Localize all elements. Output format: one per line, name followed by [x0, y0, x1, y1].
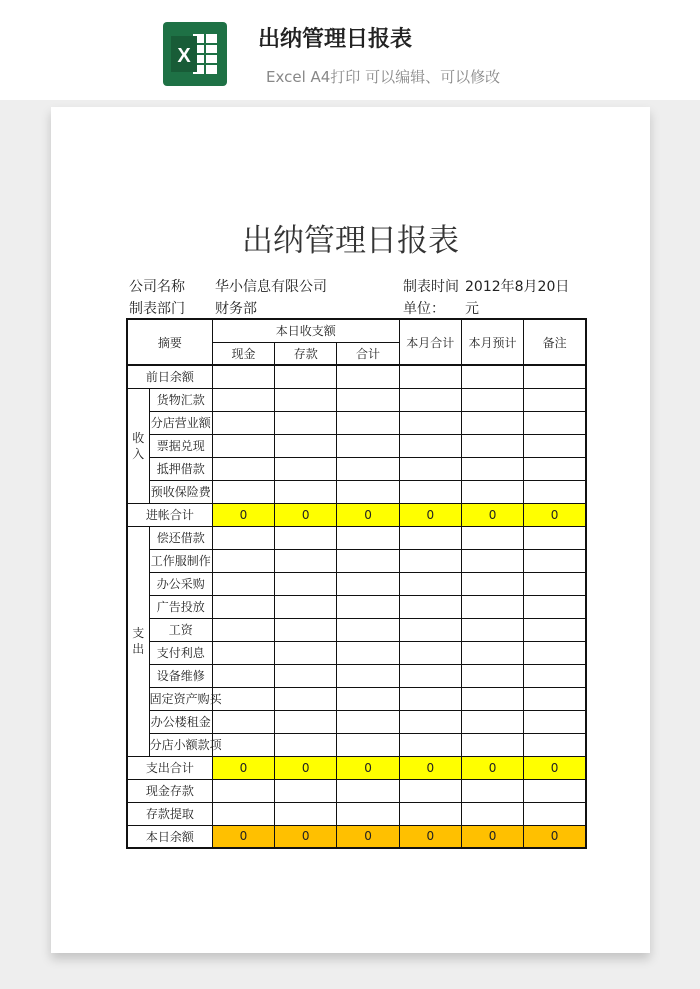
table-cell[interactable]: [275, 457, 337, 480]
table-cell[interactable]: [275, 572, 337, 595]
table-cell[interactable]: [399, 641, 461, 664]
header-summary: 摘要: [127, 319, 212, 365]
date-value: 2012年8月20日: [465, 279, 570, 295]
table-cell[interactable]: [212, 480, 274, 503]
row-label: 分店营业额: [149, 411, 212, 434]
table-cell[interactable]: [337, 434, 399, 457]
table-cell[interactable]: [337, 388, 399, 411]
table-cell[interactable]: [524, 365, 586, 388]
table-cell[interactable]: [275, 365, 337, 388]
table-cell[interactable]: [524, 618, 586, 641]
table-cell[interactable]: [524, 526, 586, 549]
sum-cell[interactable]: 0: [524, 825, 586, 848]
table-cell[interactable]: [461, 480, 523, 503]
table-cell[interactable]: [337, 411, 399, 434]
table-cell[interactable]: [337, 802, 399, 825]
header-deposit: 存款: [275, 342, 337, 365]
table-cell[interactable]: [399, 526, 461, 549]
header-daily: 本日收支额: [212, 319, 399, 342]
row-label: 工资: [149, 618, 212, 641]
table-cell[interactable]: [275, 802, 337, 825]
table-cell[interactable]: [275, 618, 337, 641]
table-cell[interactable]: [399, 802, 461, 825]
table-cell[interactable]: [337, 549, 399, 572]
row-label: 货物汇款: [149, 388, 212, 411]
row-label: 预收保险费: [149, 480, 212, 503]
table-cell[interactable]: [461, 779, 523, 802]
table-cell[interactable]: [524, 779, 586, 802]
table-cell[interactable]: [337, 779, 399, 802]
table-cell[interactable]: [461, 526, 523, 549]
dept-label: 制表部门: [129, 301, 185, 317]
table-cell[interactable]: [212, 641, 274, 664]
group-char: 入: [132, 446, 145, 461]
table-cell[interactable]: [461, 365, 523, 388]
table-cell[interactable]: [212, 365, 274, 388]
sum-cell[interactable]: 0: [275, 825, 337, 848]
table-cell[interactable]: [461, 687, 523, 710]
table-cell[interactable]: [337, 733, 399, 756]
table-cell[interactable]: [212, 526, 274, 549]
table-cell[interactable]: [212, 802, 274, 825]
table-cell[interactable]: [399, 595, 461, 618]
table-cell[interactable]: [399, 434, 461, 457]
row-label: 票据兑现: [149, 434, 212, 457]
daily-report-table: [126, 318, 587, 849]
table-cell[interactable]: [524, 733, 586, 756]
table-cell[interactable]: [275, 733, 337, 756]
row-label: 抵押借款: [149, 457, 212, 480]
table-cell[interactable]: [212, 618, 274, 641]
top-banner: [0, 0, 700, 100]
row-label: 设备维修: [149, 664, 212, 687]
table-cell[interactable]: [212, 779, 274, 802]
banner-subtitle: Excel A4打印 可以编辑、可以修改: [266, 68, 501, 86]
table-cell[interactable]: [461, 664, 523, 687]
table-cell[interactable]: [461, 802, 523, 825]
table-cell[interactable]: [524, 572, 586, 595]
document-page: [51, 107, 650, 953]
table-cell[interactable]: [461, 710, 523, 733]
row-label: 偿还借款: [149, 526, 212, 549]
sum-cell[interactable]: 0: [399, 756, 461, 779]
table-cell[interactable]: [337, 710, 399, 733]
table-cell[interactable]: [212, 710, 274, 733]
row-label: 分店小额款项: [149, 733, 212, 756]
table-cell[interactable]: [275, 526, 337, 549]
table-cell[interactable]: [337, 572, 399, 595]
table-cell[interactable]: [399, 388, 461, 411]
table-cell[interactable]: [275, 549, 337, 572]
row-label: 固定资产购买: [149, 687, 212, 710]
table-cell[interactable]: [337, 664, 399, 687]
table-cell[interactable]: [337, 687, 399, 710]
company-value: 华小信息有限公司: [215, 279, 327, 295]
header-remark: 备注: [524, 319, 586, 365]
unit-value: 元: [465, 301, 479, 317]
row-cash-deposit: 现金存款: [127, 779, 212, 802]
table-cell[interactable]: [212, 411, 274, 434]
table-cell[interactable]: [399, 779, 461, 802]
table-cell[interactable]: [461, 388, 523, 411]
sum-cell[interactable]: 0: [212, 825, 274, 848]
table-cell[interactable]: [461, 618, 523, 641]
expense-group-label: [127, 526, 149, 756]
sum-cell[interactable]: 0: [212, 503, 274, 526]
header-month-total: 本月合计: [399, 319, 461, 365]
dept-value: 财务部: [215, 301, 257, 317]
sum-cell[interactable]: 0: [399, 503, 461, 526]
svg-text:X: X: [177, 45, 191, 67]
table-cell[interactable]: [524, 802, 586, 825]
sum-cell[interactable]: 0: [524, 756, 586, 779]
sum-cell[interactable]: 0: [337, 756, 399, 779]
income-group-label: [127, 388, 149, 503]
table-cell[interactable]: [524, 457, 586, 480]
table-cell[interactable]: [399, 572, 461, 595]
table-cell[interactable]: [337, 365, 399, 388]
table-cell[interactable]: [399, 618, 461, 641]
table-cell[interactable]: [212, 595, 274, 618]
table-cell[interactable]: [212, 664, 274, 687]
table-cell[interactable]: [337, 618, 399, 641]
table-cell[interactable]: [399, 710, 461, 733]
group-char: 出: [132, 642, 145, 656]
row-deposit-withdraw: 存款提取: [127, 802, 212, 825]
unit-label: 单位：: [403, 301, 445, 317]
table-cell[interactable]: [461, 595, 523, 618]
table-cell[interactable]: [524, 549, 586, 572]
table-cell[interactable]: [524, 595, 586, 618]
banner-title: 出纳管理日报表: [258, 27, 413, 52]
table-cell[interactable]: [524, 434, 586, 457]
row-label: 办公采购: [149, 572, 212, 595]
table-cell[interactable]: [524, 687, 586, 710]
table-cell[interactable]: [337, 526, 399, 549]
row-label: 广告投放: [149, 595, 212, 618]
row-label: 支付利息: [149, 641, 212, 664]
sum-cell[interactable]: 0: [337, 825, 399, 848]
header-cash: 现金: [212, 342, 274, 365]
table-cell[interactable]: [399, 411, 461, 434]
date-label: 制表时间: [403, 279, 459, 295]
table-cell[interactable]: [337, 641, 399, 664]
table-cell[interactable]: [399, 733, 461, 756]
table-cell[interactable]: [461, 434, 523, 457]
sum-cell[interactable]: 0: [337, 503, 399, 526]
table-cell[interactable]: [399, 457, 461, 480]
sum-cell[interactable]: 0: [275, 756, 337, 779]
table-cell[interactable]: [275, 664, 337, 687]
table-cell[interactable]: [461, 733, 523, 756]
table-cell[interactable]: [524, 641, 586, 664]
sum-cell[interactable]: 0: [212, 756, 274, 779]
group-char: 收: [132, 430, 145, 445]
table-cell[interactable]: [212, 388, 274, 411]
group-char: 支: [132, 626, 145, 640]
table-cell[interactable]: [461, 411, 523, 434]
table-cell[interactable]: [399, 664, 461, 687]
table-cell[interactable]: [337, 480, 399, 503]
row-label: 办公楼租金: [149, 710, 212, 733]
table-cell[interactable]: [524, 710, 586, 733]
table-cell[interactable]: [524, 411, 586, 434]
row-prev-balance: 前日余额: [127, 365, 212, 388]
document-title: 出纳管理日报表: [242, 223, 459, 259]
table-cell[interactable]: [524, 388, 586, 411]
sum-cell[interactable]: 0: [524, 503, 586, 526]
table-cell[interactable]: [212, 434, 274, 457]
table-cell[interactable]: [399, 687, 461, 710]
table-cell[interactable]: [275, 641, 337, 664]
table-cell[interactable]: [212, 549, 274, 572]
table-cell[interactable]: [524, 480, 586, 503]
table-cell[interactable]: [337, 595, 399, 618]
company-label: 公司名称: [129, 279, 185, 295]
sum-cell[interactable]: 0: [399, 825, 461, 848]
table-cell[interactable]: [337, 457, 399, 480]
table-cell[interactable]: [275, 687, 337, 710]
excel-icon: [163, 22, 227, 86]
table-cell[interactable]: [399, 365, 461, 388]
table-cell[interactable]: [212, 572, 274, 595]
table-cell[interactable]: [275, 779, 337, 802]
table-cell[interactable]: [461, 641, 523, 664]
table-cell[interactable]: [212, 457, 274, 480]
row-day-balance: 本日余额: [127, 825, 212, 848]
header-month-forecast: 本月预计: [461, 319, 523, 365]
header-total: 合计: [337, 342, 399, 365]
table-cell[interactable]: [524, 664, 586, 687]
sum-cell[interactable]: 0: [275, 503, 337, 526]
table-cell[interactable]: [399, 549, 461, 572]
table-cell[interactable]: [275, 411, 337, 434]
sum-cell[interactable]: 0: [461, 756, 523, 779]
sum-cell[interactable]: 0: [461, 503, 523, 526]
table-cell[interactable]: [275, 595, 337, 618]
table-cell[interactable]: [275, 710, 337, 733]
table-cell[interactable]: [275, 434, 337, 457]
row-expense-total: 支出合计: [127, 756, 212, 779]
table-cell[interactable]: [461, 457, 523, 480]
table-cell[interactable]: [461, 572, 523, 595]
table-cell[interactable]: [275, 388, 337, 411]
sum-cell[interactable]: 0: [461, 825, 523, 848]
table-cell[interactable]: [399, 480, 461, 503]
table-cell[interactable]: [461, 549, 523, 572]
table-cell[interactable]: [275, 480, 337, 503]
row-income-total: 进帐合计: [127, 503, 212, 526]
row-label: 工作服制作: [149, 549, 212, 572]
